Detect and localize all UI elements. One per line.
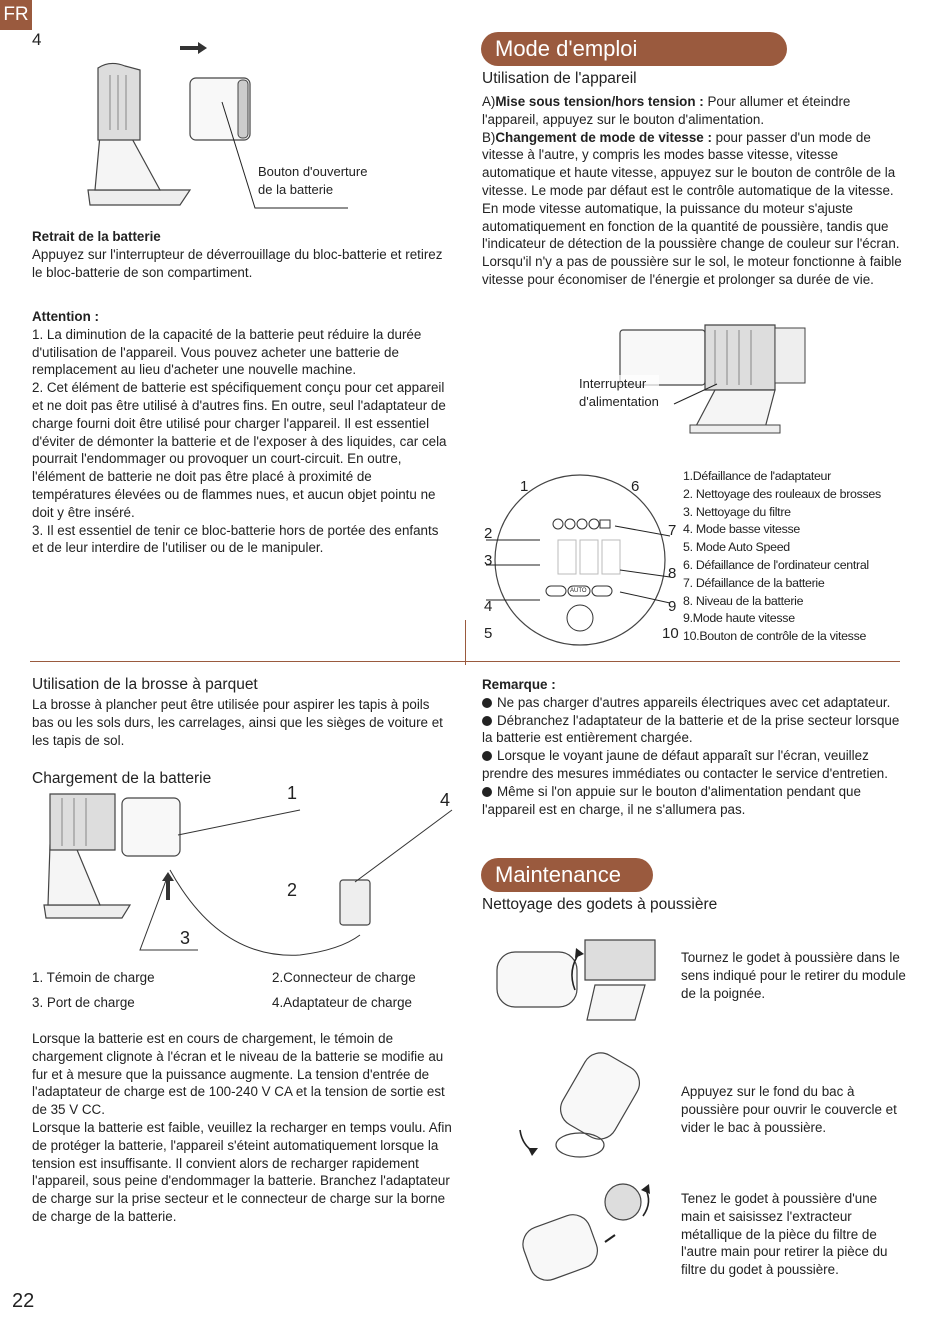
- part-charge-port: 3. Port de charge: [32, 995, 135, 1010]
- legend-item: 3. Nettoyage du filtre: [683, 504, 791, 519]
- brosse-section: [32, 696, 452, 749]
- bullet-icon: [482, 716, 492, 726]
- bullet-icon: [482, 698, 492, 708]
- power-callout-line: [672, 380, 722, 410]
- arrow-right-icon: [180, 42, 208, 54]
- display-callout-9: 9: [668, 598, 677, 615]
- legend-item: 10.Bouton de contrôle de la vitesse: [683, 629, 867, 644]
- charging-heading: Chargement de la batterie: [32, 770, 212, 787]
- vertical-divider: [465, 620, 466, 665]
- charging-callout-1: 1: [287, 783, 298, 803]
- display-callout-3: 3: [484, 552, 493, 569]
- charging-callout-4: 4: [440, 790, 451, 810]
- speed-instruction: B)Changement de mode de vitesse : pour passer d'un mode de vitesse à l'autre, y compris les modes basse vitesse, vitesse automatique et haute vitesse, appuyez sur le bouton de contrôle de la vitesse. Le mode par défaut est le contrôle automatique de la vitesse. En mode vitesse automatique, la puissance du moteur s'ajuste automatiquement en fonction de la quantité de poussière, tandis que l'indicateur de détection de la poussière change de couleur sur l'écran. Lorsqu'il n'y a pas de poussière sur le sol, le moteur fonctionne à faible vitesse pour économiser de l'énergie et prolonger sa durée de vie.: [482, 129, 902, 287]
- part-charge-connector: 2.Connecteur de charge: [272, 970, 416, 985]
- legend-item: 6. Défaillance de l'ordinateur central: [683, 557, 869, 572]
- language-tag: FR: [0, 0, 32, 30]
- mode-emploi-subtitle: Utilisation de l'appareil: [482, 70, 637, 87]
- dust-cup-empty-illustration: [510, 1050, 660, 1165]
- remarque-item: Débranchez l'adaptateur de la batterie et de la prise secteur lorsque la batterie est entièrement chargée.: [482, 712, 900, 746]
- attention-item-3: 3. Il est essentiel de tenir ce bloc-batterie hors de portée des enfants et de leur interdire de l'utiliser ou de le manipuler.: [32, 522, 439, 556]
- display-callout-4: 4: [484, 598, 493, 615]
- display-callout-6: 6: [631, 478, 640, 495]
- filter-removal-illustration: [505, 1180, 665, 1290]
- remarque-heading: Remarque :: [482, 677, 556, 692]
- legend-item: 4. Mode basse vitesse: [683, 522, 800, 537]
- display-callout-1: 1: [520, 478, 529, 495]
- maintenance-step-2: Appuyez sur le fond du bac à poussière pour ouvrir le couvercle et vider le bac à poussière.: [681, 1084, 897, 1135]
- display-callout-5: 5: [484, 625, 493, 642]
- page-number: 22: [12, 1290, 35, 1312]
- power-instruction: A)Mise sous tension/hors tension : Pour allumer et éteindre l'appareil, appuyez sur le bouton d'alimentation.: [482, 94, 851, 127]
- charging-illustration: [40, 790, 470, 970]
- charging-body: Lorsque la batterie est en cours de chargement, le témoin de chargement clignote à l'écran et le niveau de la batterie se modifie au fur et à mesure que la puissance augmente. La tension d'entrée de l'adaptateur de charge est de 100-240 V CA et la tension de sortie est de 35 V CC. Lorsque la batterie est faible, veuillez la recharger en temps voulu. Afin de protéger la batterie, l'appareil s'éteint automatiquement lorsque la tension est insuffisante. Il convient alors de recharger rapidement l'appareil, sous peine d'endommager la batterie. Branchez l'adaptateur de charge sur la prise secteur et le connecteur de charge sur la borne de charge de la batterie.: [32, 1031, 452, 1224]
- part-charge-adapter: 4.Adaptateur de charge: [272, 995, 412, 1010]
- display-callout-2: 2: [484, 525, 493, 542]
- bullet-icon: [482, 751, 492, 761]
- display-callout-7: 7: [668, 522, 677, 539]
- display-callout-8: 8: [668, 565, 677, 582]
- remarque-item: Lorsque le voyant jaune de défaut apparaît sur l'écran, veuillez prendre des mesures immédiates ou contacter le service d'entretien.: [482, 748, 888, 781]
- display-diagram: [480, 470, 680, 645]
- brosse-body: La brosse à plancher peut être utilisée pour aspirer les tapis à poils bas ou les sols durs, les carrelages, ainsi que les sièges de voiture et les tapis de sol.: [32, 697, 443, 748]
- attention-heading: Attention :: [32, 309, 99, 324]
- legend-item: 2. Nettoyage des rouleaux de brosses: [683, 486, 881, 501]
- dust-cup-rotate-illustration: [495, 930, 670, 1030]
- part-charge-indicator: 1. Témoin de charge: [32, 970, 155, 985]
- step-number: 4: [32, 30, 42, 49]
- arrow-up-icon: [162, 872, 174, 900]
- battery-release-callout: Bouton d'ouverture de la batterie: [258, 164, 368, 197]
- battery-removal-heading: Retrait de la batterie: [32, 229, 161, 244]
- maintenance-step-1: Tournez le godet à poussière dans le sens indiqué pour le retirer du module de la poignée.: [681, 950, 906, 1001]
- bullet-icon: [482, 787, 492, 797]
- maintenance-subtitle: Nettoyage des godets à poussière: [482, 896, 718, 913]
- remarque-item: Même si l'on appuie sur le bouton d'alimentation pendant que l'appareil est en charge, il ne s'allumera pas.: [482, 783, 861, 817]
- auto-mode-label: AUTO: [570, 588, 587, 594]
- legend-item: 9.Mode haute vitesse: [683, 611, 795, 626]
- legend-item: 8. Niveau de la batterie: [683, 593, 804, 608]
- attention-item-2: 2. Cet élément de batterie est spécifiquement conçu pour cet appareil et ne doit pas être utilisé à d'autres fins. En outre, seul l'adaptateur de charge fourni doit être utilisé pour charger l'appareil. Il est essentiel d'éviter de démonter la batterie et de l'exposer à des liquides, car cela pourrait l'endommager ou provoquer un court-circuit. En outre, l'élément de batterie ne doit pas être placé à proximité de températures élevées ou de flammes nues, et aucun objet pointu ne doit y être inséré.: [32, 380, 447, 520]
- power-switch-callout: Interrupteur d'alimentation: [579, 376, 659, 409]
- charging-section: [32, 1030, 452, 1226]
- mode-emploi-body: [482, 93, 902, 289]
- charging-callout-2: 2: [287, 880, 298, 900]
- remarque-section: [482, 676, 902, 818]
- mode-emploi-title: Mode d'emploi: [481, 32, 787, 66]
- legend-item: 1.Défaillance de l'adaptateur: [683, 469, 831, 483]
- maintenance-title: Maintenance: [481, 858, 653, 892]
- brosse-heading: Utilisation de la brosse à parquet: [32, 676, 258, 693]
- legend-item: 5. Mode Auto Speed: [683, 540, 790, 555]
- display-legend: [683, 468, 923, 646]
- display-callout-10: 10: [662, 625, 679, 642]
- legend-item: 7. Défaillance de la batterie: [683, 575, 825, 590]
- charging-callout-3: 3: [180, 928, 191, 948]
- maintenance-step-3: Tenez le godet à poussière d'une main et saisissez l'extracteur métallique de la pièce du filtre de l'autre main pour retirer la pièce du filtre du godet à poussière.: [681, 1191, 888, 1278]
- attention-item-1: 1. La diminution de la capacité de la batterie peut réduire la durée d'utilisation de l'appareil. Vous pouvez acheter une batterie de remplacement au lieu d'acheter une nouvelle machine.: [32, 326, 422, 378]
- attention-section: [32, 308, 452, 557]
- battery-removal-section: [32, 228, 452, 281]
- remarque-item: Ne pas charger d'autres appareils électriques avec cet adaptateur.: [482, 694, 902, 712]
- battery-removal-body: Appuyez sur l'interrupteur de déverrouillage du bloc-batterie et retirez le bloc-batterie de son compartiment.: [32, 246, 443, 280]
